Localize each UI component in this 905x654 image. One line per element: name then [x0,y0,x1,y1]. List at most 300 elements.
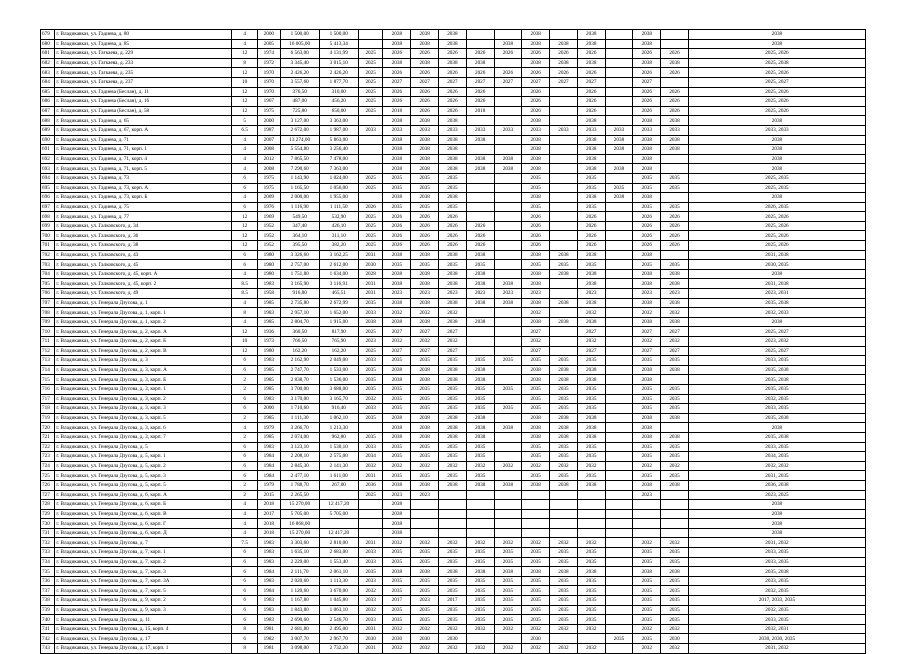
table-cell: 2035 [550,260,578,270]
table-cell [577,519,605,529]
row-number-cell: 683 [41,68,55,78]
table-cell [633,500,661,510]
table-cell: 2026 [633,212,661,222]
table-cell: 2038 [494,298,522,308]
table-cell [550,87,578,97]
table-cell: 2035 [522,596,550,606]
table-cell: 2031 [358,644,383,654]
row-number-cell: 738 [41,596,55,606]
table-cell [439,528,467,538]
table-cell: 549,50 [280,212,319,222]
table-cell: 2023 [411,490,439,500]
table-cell: 13 274,00 [280,135,319,145]
table-cell: 2035 [522,576,550,586]
table-cell [661,77,689,87]
table-cell: 2038 [633,154,661,164]
table-row [41,164,866,174]
table-cell: 2026 [577,212,605,222]
table-cell: 2035 [633,404,661,414]
table-cell: 2026 [494,68,522,78]
table-cell: 8 [232,644,258,654]
table-cell [550,154,578,164]
table-cell: 2031, 2038 [688,250,865,260]
table-cell: 2 612,00 [319,260,358,270]
row-number-cell: 703 [41,260,55,270]
table-cell: 2030, 2035 [688,260,865,270]
table-cell: 1 500,00 [280,30,319,40]
table-cell: 6 [232,173,258,183]
table-cell: 1984 [258,461,281,471]
table-cell: 2038 [439,39,467,49]
table-cell: 2026 [411,212,439,222]
table-cell: 1 530,10 [319,442,358,452]
address-cell: г. Владикавказ, ул. Генерала Дзусова, д. 2, корп. В [55,346,232,356]
table-cell: 2038 [522,480,550,490]
table-cell: 2035 [383,452,411,462]
table-cell [494,202,522,212]
address-cell: г. Владикавказ, ул. Галковского, д. 45 [55,260,232,270]
table-cell [494,346,522,356]
address-cell: г. Владикавказ, ул. Генерала Дзусова, д. 1, корп. 1 [55,308,232,318]
table-cell [605,423,633,433]
table-cell [494,269,522,279]
table-cell [358,528,383,538]
table-cell: 2027 [550,77,578,87]
table-cell: 2035 [661,202,689,212]
table-cell: 2038 [439,269,467,279]
row-number-cell: 722 [41,442,55,452]
table-cell: 1958 [258,289,281,299]
table-cell: 2038 [466,298,494,308]
address-cell: г. Владикавказ, ул. Генерала Дзусова, д. 3, корп. 1 [55,384,232,394]
table-row [41,39,866,49]
table-cell: 916,40 [319,404,358,414]
table-cell: 2038 [577,375,605,385]
table-cell [661,193,689,203]
table-row [41,596,866,606]
address-cell: г. Владикавказ, ул. Гагкаева, д. 237 [55,77,232,87]
table-cell: 2026 [439,221,467,231]
table-cell: 2035 [577,394,605,404]
table-cell: 2026 [633,231,661,241]
table-cell: 2035 [522,548,550,558]
table-cell: 2032 [661,624,689,634]
table-cell: 1980 [258,269,281,279]
table-cell: 2035 [383,615,411,625]
table-cell: 2038 [577,164,605,174]
table-cell: 2038 [494,480,522,490]
table-cell: 2035 [550,615,578,625]
table-cell: 2032 [383,337,411,347]
table-cell: 2038 [522,365,550,375]
table-cell: 2035 [494,557,522,567]
table-cell: 2035 [577,202,605,212]
table-cell: 2038 [466,269,494,279]
table-cell: 2025 [358,327,383,337]
table-cell: 2026 [383,231,411,241]
table-cell: 2035 [522,605,550,615]
table-cell: 2026 [411,87,439,97]
table-cell: 10 [232,337,258,347]
table-cell: 2027 [439,346,467,356]
table-cell: 1975 [258,183,281,193]
table-cell: 2032 [411,644,439,654]
table-cell: 1970 [258,68,281,78]
table-cell: 2026 [439,49,467,59]
table-cell: 2038 [411,193,439,203]
table-cell: 2035 [383,605,411,615]
table-cell: 2035 [466,394,494,404]
table-row [41,490,866,500]
address-cell: г. Владикавказ, ул. Гадиева, д. 71, корп. 4 [55,154,232,164]
table-cell: 2035 [661,404,689,414]
table-cell [605,30,633,40]
table-row [41,173,866,183]
row-number-cell: 740 [41,615,55,625]
table-cell: 2038 [466,58,494,68]
row-number-cell: 692 [41,154,55,164]
table-cell [494,327,522,337]
table-cell: 2035 [522,557,550,567]
table-cell: 4 [232,528,258,538]
table-cell [494,442,522,452]
table-cell: 2025 [358,212,383,222]
table-row [41,365,866,375]
table-cell: 2035 [661,548,689,558]
table-cell: 2038 [633,58,661,68]
table-cell: 2023 [439,289,467,299]
table-cell: 2032 [522,644,550,654]
table-cell [550,490,578,500]
row-number-cell: 739 [41,605,55,615]
address-cell: г. Владикавказ, ул. Гадиева, д. 71, корп. 1 [55,145,232,155]
table-cell: 4 [232,500,258,510]
table-cell [494,471,522,481]
table-cell: 2032 [522,308,550,318]
row-number-cell: 715 [41,375,55,385]
table-cell: 2038 [494,567,522,577]
table-cell: 2032 [439,644,467,654]
table-cell: 2033, 2035 [688,404,865,414]
table-cell: 2038 [383,39,411,49]
row-number-cell: 730 [41,519,55,529]
row-number-cell: 714 [41,365,55,375]
table-row [41,538,866,548]
table-cell: 2035 [411,548,439,558]
table-cell [466,202,494,212]
table-cell [358,116,383,126]
table-cell: 2025 [358,77,383,87]
table-cell: 2026 [439,97,467,107]
table-cell: 4 [232,135,258,145]
table-cell: 2035 [439,404,467,414]
table-cell [494,58,522,68]
table-cell: 5 705,00 [319,509,358,519]
table-cell: 2026 [633,97,661,107]
table-cell: 2025 [358,87,383,97]
table-cell: 2032 [661,461,689,471]
table-cell: 532,90 [319,212,358,222]
table-cell: 2038 [550,423,578,433]
table-cell: 2033 [577,125,605,135]
table-cell: 12 [232,346,258,356]
table-row [41,567,866,577]
table-cell [358,154,383,164]
table-cell: 2033 [358,557,383,567]
table-cell: 2038 [383,135,411,145]
table-cell [605,116,633,126]
table-cell: 2032 [633,624,661,634]
table-row [41,605,866,615]
table-cell: 2038 [383,145,411,155]
table-cell: 2035 [522,202,550,212]
table-cell: 2033 [358,548,383,558]
table-cell: 2038 [439,432,467,442]
table-cell [466,509,494,519]
table-row [41,58,866,68]
table-cell: 12 [232,212,258,222]
table-cell: 2035 [383,471,411,481]
row-number-cell: 732 [41,538,55,548]
table-cell [577,528,605,538]
table-cell: 2031 [358,250,383,260]
table-cell: 1 062,10 [319,413,358,423]
table-cell: 2038 [633,145,661,155]
table-cell: 12 [232,97,258,107]
table-cell: 2017 [258,509,281,519]
table-row [41,202,866,212]
table-cell [494,183,522,193]
table-row [41,500,866,510]
table-cell: 2023 [411,596,439,606]
table-cell [605,384,633,394]
table-cell: 1983 [258,557,281,567]
table-cell [411,500,439,510]
table-cell: 2038 [383,567,411,577]
table-cell: 2 [232,480,258,490]
table-cell [522,509,550,519]
table-cell: 2035 [577,576,605,586]
table-cell: 2035 [383,548,411,558]
table-cell: 2032 [383,461,411,471]
table-cell [605,452,633,462]
table-cell: 2030 [383,634,411,644]
table-cell: 725,80 [280,106,319,116]
table-cell: 1984 [258,452,281,462]
row-number-cell: 688 [41,116,55,126]
table-cell: 2035 [633,615,661,625]
table-cell: 2 [232,490,258,500]
table-cell: 2038 [633,135,661,145]
table-cell: 2035 [522,260,550,270]
table-cell: 2033 [358,442,383,452]
table-cell: 2023 [494,289,522,299]
table-cell: 2 845,30 [280,461,319,471]
table-cell [522,519,550,529]
table-cell [577,500,605,510]
table-cell: 360,50 [280,327,319,337]
table-cell: 2038 [383,317,411,327]
address-cell: г. Владикавказ, ул. Генерала Дзусова, д. 7, корп. 1 [55,548,232,558]
table-cell: 2 [232,432,258,442]
table-row [41,452,866,462]
table-cell: 2032 [633,337,661,347]
table-cell: 2035 [577,615,605,625]
table-cell: 2038 [688,317,865,327]
table-cell: 2032, 2033 [688,308,865,318]
table-cell: 2038 [522,432,550,442]
table-cell: 2035 [550,394,578,404]
table-cell [466,308,494,318]
table-cell: 2025, 2035 [688,183,865,193]
address-cell: г. Владикавказ, ул. Генерала Дзусова, д. 6, корп. А [55,490,232,500]
table-cell: 2026 [439,87,467,97]
table-cell: 2035 [466,605,494,615]
table-cell: 2027 [411,77,439,87]
table-cell: 2 672,00 [280,125,319,135]
address-cell: г. Владикавказ, ул. Гадиева, д. 77 [55,212,232,222]
address-cell: г. Владикавказ, ул. Генерала Дзусова, д. 6, корп. Б [55,500,232,510]
table-cell: 2032 [466,538,494,548]
table-cell: 1 116,90 [280,202,319,212]
table-row [41,317,866,327]
table-cell [466,30,494,40]
table-cell: 2038 [550,480,578,490]
table-cell: 2035 [439,452,467,462]
table-cell: 2025 [358,241,383,251]
table-cell: 2025, 2026 [688,212,865,222]
table-row [41,241,866,251]
table-cell [358,39,383,49]
address-cell: г. Владикавказ, ул. Галковского, д. 38 [55,241,232,251]
table-row [41,49,866,59]
table-cell: 2038 [439,567,467,577]
table-cell [466,39,494,49]
table-cell [494,250,522,260]
table-cell: 2038 [466,432,494,442]
table-cell: 2 575,00 [319,452,358,462]
table-cell: 2035 [633,548,661,558]
table-cell: 2035 [605,183,633,193]
table-cell: 2031, 2038 [688,279,865,289]
table-cell: 12 [232,49,258,59]
table-cell [494,432,522,442]
table-cell [605,39,633,49]
table-cell [550,528,578,538]
table-cell: 1 063,10 [319,605,358,615]
table-cell: 2026 [411,106,439,116]
table-cell: 1982 [258,634,281,644]
table-cell: 2035 [522,442,550,452]
table-cell [605,567,633,577]
table-cell: 2038 [577,193,605,203]
table-cell [605,375,633,385]
table-cell: 2033 [358,576,383,586]
table-cell: 1980 [258,346,281,356]
table-cell: 1985 [258,384,281,394]
table-cell: 2030 [522,634,550,644]
table-cell: 2038 [661,317,689,327]
table-cell: 2038 [439,30,467,40]
table-cell: 2033, 2035 [688,356,865,366]
table-cell: 2038 [439,423,467,433]
table-cell: 2026 [661,241,689,251]
table-cell: 2031, 2032 [688,644,865,654]
address-cell: г. Владикавказ, ул. Генерала Дзусова, д. 7, корп. 2 [55,557,232,567]
table-cell: 2031 [358,279,383,289]
table-row [41,576,866,586]
table-cell: 2035 [550,471,578,481]
table-cell: 6 [232,615,258,625]
table-cell: 2035 [522,586,550,596]
table-cell: 2038 [522,317,550,327]
table-cell: 7 865,50 [280,154,319,164]
table-cell [494,145,522,155]
table-cell: 2023 [522,289,550,299]
table-cell: 1980 [258,260,281,270]
table-cell: 2035 [439,394,467,404]
table-cell [494,337,522,347]
table-cell: 2033, 2035 [688,442,865,452]
table-cell: 2 681,80 [280,624,319,634]
table-cell: 456,20 [319,97,358,107]
table-cell: 2038 [439,375,467,385]
table-cell: 2032, 2032 [688,461,865,471]
table-cell: 2027 [494,77,522,87]
table-cell: 2038 [411,432,439,442]
table-cell: 1983 [258,576,281,586]
table-cell: 2 804,70 [280,317,319,327]
table-cell [550,221,578,231]
table-cell [661,39,689,49]
table-cell: 2033 [661,125,689,135]
document-page [40,29,866,654]
table-cell: 2026 [411,97,439,107]
table-row [41,231,866,241]
table-cell [550,97,578,107]
table-cell [605,413,633,423]
table-cell: 2026 [661,231,689,241]
table-cell: 2032 [439,624,467,634]
table-row [41,327,866,337]
table-cell: 3 266,70 [280,423,319,433]
table-cell: 2025 [358,49,383,59]
table-cell [605,596,633,606]
table-cell: 2026 [577,49,605,59]
table-cell [466,634,494,644]
table-cell: 1 788,70 [280,480,319,490]
table-cell: 2033 [411,125,439,135]
table-cell: 2035 [633,471,661,481]
table-cell: 2031 [358,538,383,548]
table-cell: 2035 [577,596,605,606]
table-cell [577,509,605,519]
table-cell: 2035 [383,576,411,586]
table-cell: 2025, 2026 [688,106,865,116]
table-row [41,644,866,654]
address-cell: г. Владикавказ, ул. Генерала Дзусова, д. 7, корп. 3А [55,576,232,586]
table-cell: 2035 [383,442,411,452]
table-cell: 2033 [358,308,383,318]
table-cell: 2038 [550,432,578,442]
table-row [41,97,866,107]
table-cell [605,77,633,87]
table-cell: 2026 [661,212,689,222]
table-cell: 3 557,60 [280,77,319,87]
address-cell: г. Владикавказ, ул. Гадиева, д. 73 [55,173,232,183]
table-cell: 2035 [439,615,467,625]
table-cell: 2023 [633,490,661,500]
